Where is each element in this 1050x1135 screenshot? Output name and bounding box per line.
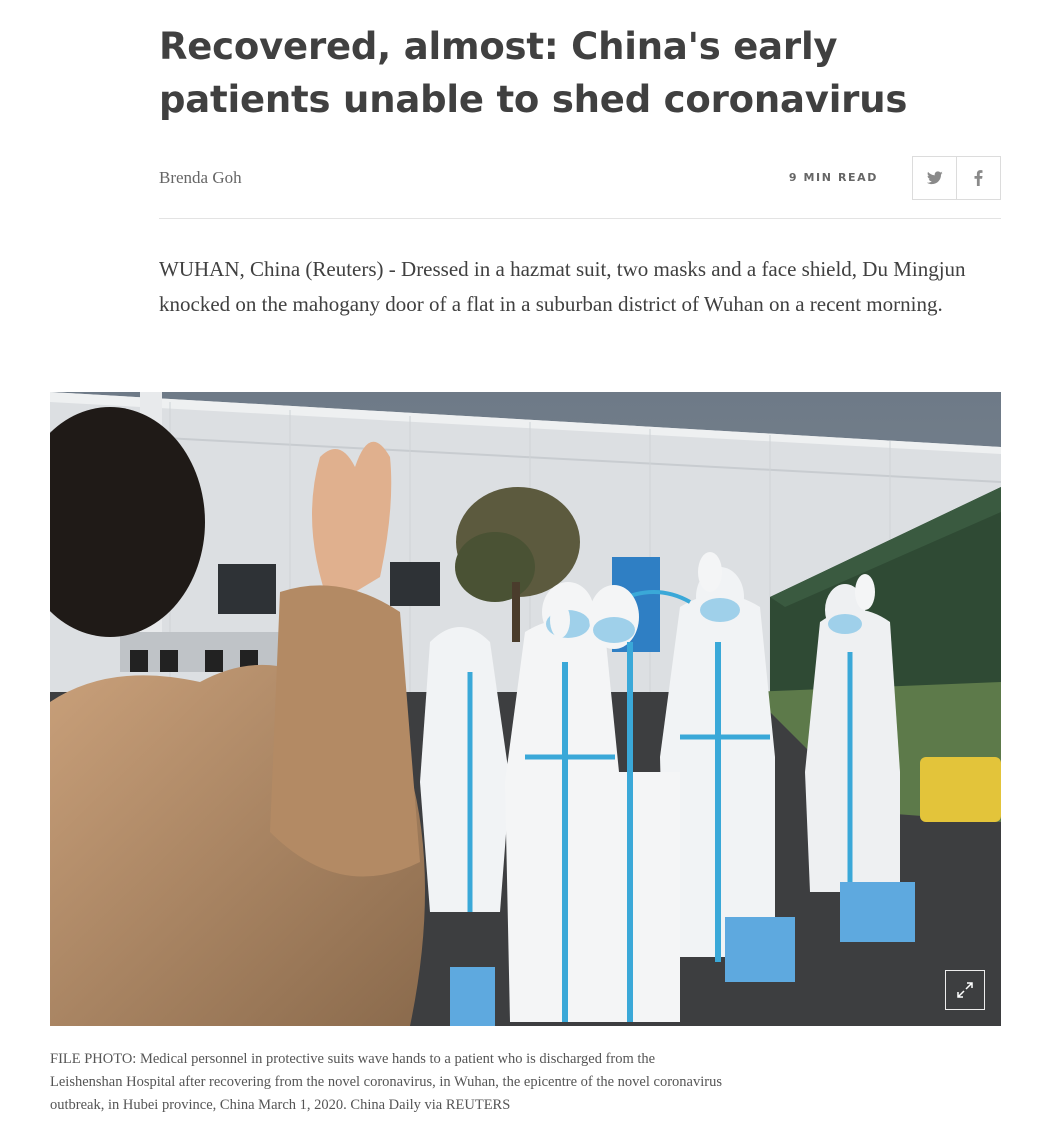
expand-photo-button[interactable] [945, 970, 985, 1010]
author-name[interactable]: Brenda Goh [159, 168, 242, 187]
photo-caption: FILE PHOTO: Medical personnel in protective suits wave hands to a patient who is discharged from the Leishenshan Hospital after recovering from the novel coronavirus, in Wuhan, the epicentre of the novel coronavirus outbreak, in Hubei province, China March 1, 2020. China Daily via REUTERS [50, 1051, 722, 1113]
article-headline: Recovered, almost: China's early patients unable to shed coronavirus [159, 25, 908, 121]
read-time: 9 MIN READ [788, 171, 878, 184]
expand-icon [956, 981, 974, 999]
article-photo[interactable] [50, 392, 1001, 1026]
facebook-share-button[interactable] [956, 157, 1000, 199]
twitter-share-button[interactable] [913, 157, 956, 199]
photo-illustration [50, 392, 1001, 1026]
article-lede: WUHAN, China (Reuters) - Dressed in a hazmat suit, two masks and a face shield, Du Mingjun knocked on the mahogany door of a flat in a suburban district of Wuhan on a recent morning. [159, 257, 966, 316]
twitter-icon [927, 171, 943, 185]
byline-row [159, 156, 1001, 219]
facebook-icon [974, 170, 983, 186]
share-buttons [912, 156, 1001, 200]
